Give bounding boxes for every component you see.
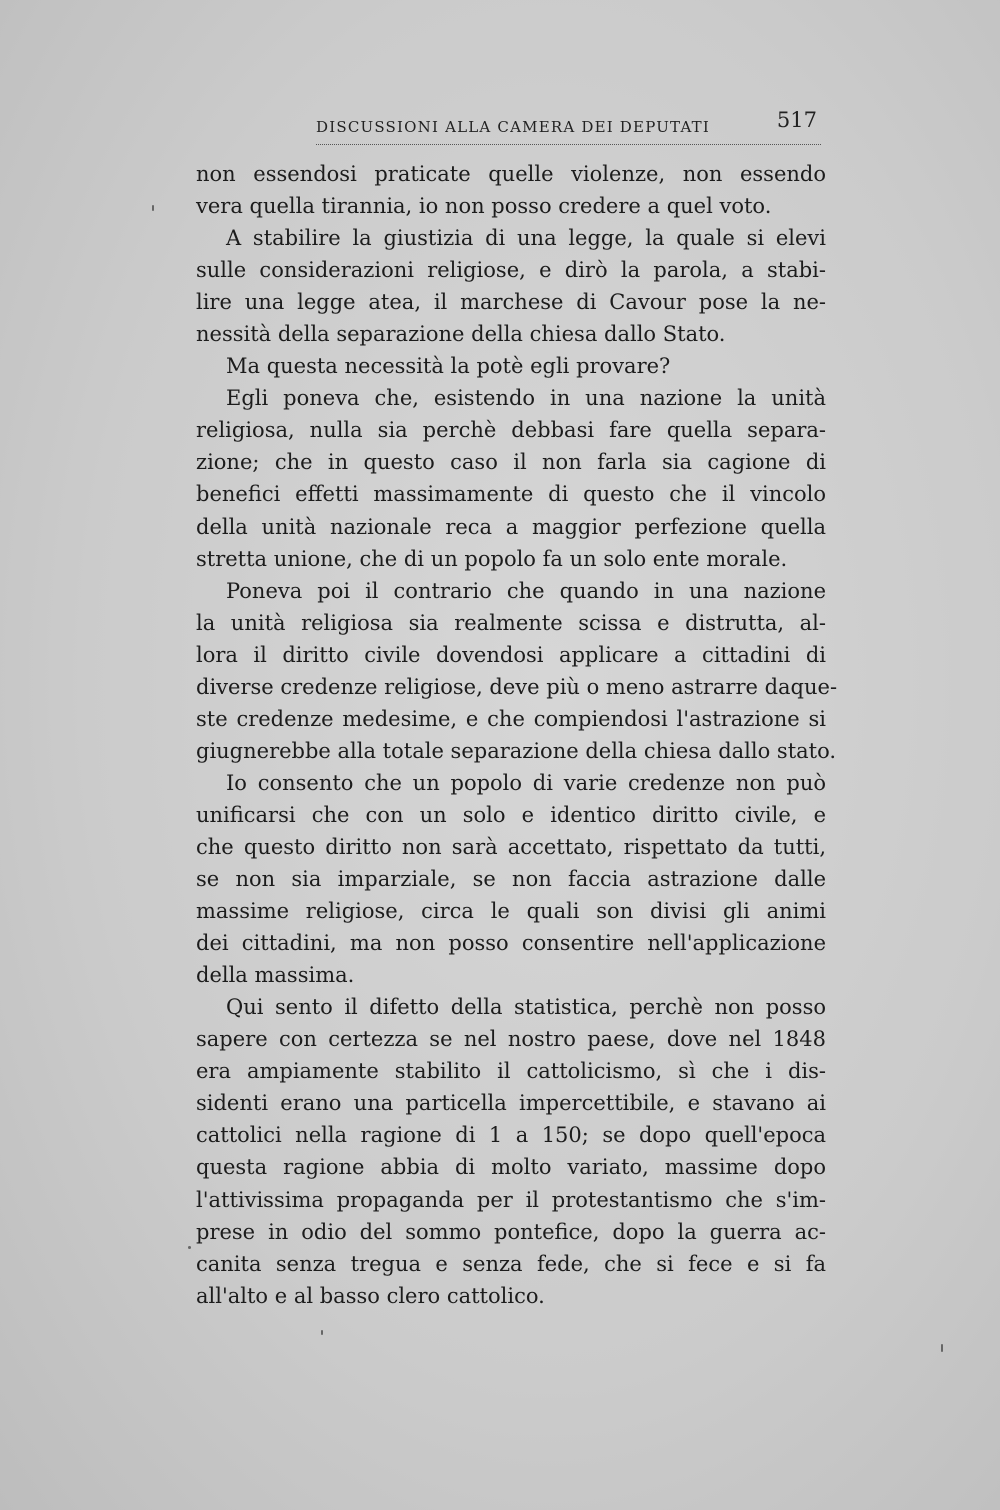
text-line: cattolici nella ragione di 1 a 150; se dopo quell'epoca	[196, 1123, 826, 1148]
text-line: sapere con certezza se nel nostro paese, dove nel 1848	[196, 1027, 826, 1052]
paper-speck	[152, 205, 154, 211]
text-line: la unità religiosa sia realmente scissa e distrutta, al-	[196, 610, 826, 635]
text-line: canita senza tregua e senza fede, che si fece e si fa	[196, 1251, 826, 1276]
running-header	[316, 108, 821, 145]
text-line: unificarsi che con un solo e identico diritto civile, e	[196, 802, 826, 827]
text-line: religiosa, nulla sia perchè debbasi fare quella separa-	[196, 418, 826, 443]
text-line: sidenti erano una particella impercettibile, e stavano ai	[196, 1091, 826, 1116]
text-line: era ampiamente stabilito il cattolicismo, sì che i dis-	[196, 1059, 826, 1084]
running-title: DISCUSSIONI ALLA CAMERA DEI DEPUTATI	[316, 118, 710, 136]
text-line: dei cittadini, ma non posso consentire nell'applicazione	[196, 931, 826, 956]
paper-speck	[188, 1246, 191, 1249]
text-line: diverse credenze religiose, deve più o meno astrarre daque-	[196, 674, 838, 699]
paper-speck	[321, 1330, 323, 1335]
text-line: della unità nazionale reca a maggior perfezione quella	[196, 514, 826, 539]
text-line: della massima.	[196, 963, 355, 988]
text-line: Poneva poi il contrario che quando in una nazione	[226, 578, 826, 603]
text-line: Ma questa necessità la potè egli provare?	[226, 354, 671, 379]
page-number: 517	[776, 108, 817, 132]
text-line: non essendosi praticate quelle violenze, non essendo	[196, 162, 826, 186]
paper-speck	[941, 1344, 943, 1352]
text-line: lire una legge atea, il marchese di Cavour pose la ne-	[196, 290, 826, 315]
text-line: che questo diritto non sarà accettato, rispettato da tutti,	[196, 834, 826, 859]
text-line: Io consento che un popolo di varie credenze non può	[226, 770, 826, 795]
text-line: vera quella tirannia, io non posso credere a quel voto.	[196, 194, 772, 219]
text-line: l'attivissima propaganda per il protestantismo che s'im-	[196, 1187, 826, 1212]
text-line: zione; che in questo caso il non farla sia cagione di	[196, 450, 826, 475]
text-line: prese in odio del sommo pontefice, dopo la guerra ac-	[196, 1219, 826, 1244]
text-line: massime religiose, circa le quali son divisi gli animi	[196, 899, 826, 924]
text-line: sulle considerazioni religiose, e dirò la parola, a stabi-	[196, 258, 826, 283]
text-line: stretta unione, che di un popolo fa un solo ente morale.	[196, 546, 788, 571]
text-line: se non sia imparziale, se non faccia astrazione dalle	[196, 867, 826, 892]
text-line: nessità della separazione della chiesa dallo Stato.	[196, 322, 726, 347]
text-line: A stabilire la giustizia di una legge, la quale si elevi	[226, 226, 826, 251]
text-line: benefici effetti massimamente di questo che il vincolo	[196, 482, 826, 507]
text-line: lora il diritto civile dovendosi applicare a cittadini di	[196, 642, 826, 667]
text-line: Qui sento il difetto della statistica, perchè non posso	[226, 995, 826, 1020]
body-text	[196, 158, 838, 1312]
text-line: giugnerebbe alla totale separazione della chiesa dallo stato.	[196, 738, 837, 763]
text-line: questa ragione abbia di molto variato, massime dopo	[196, 1155, 826, 1180]
text-line: ste credenze medesime, e che compiendosi l'astrazione si	[196, 706, 826, 731]
text-line: Egli poneva che, esistendo in una nazione la unità	[226, 386, 826, 411]
text-line: all'alto e al basso clero cattolico.	[196, 1283, 545, 1308]
